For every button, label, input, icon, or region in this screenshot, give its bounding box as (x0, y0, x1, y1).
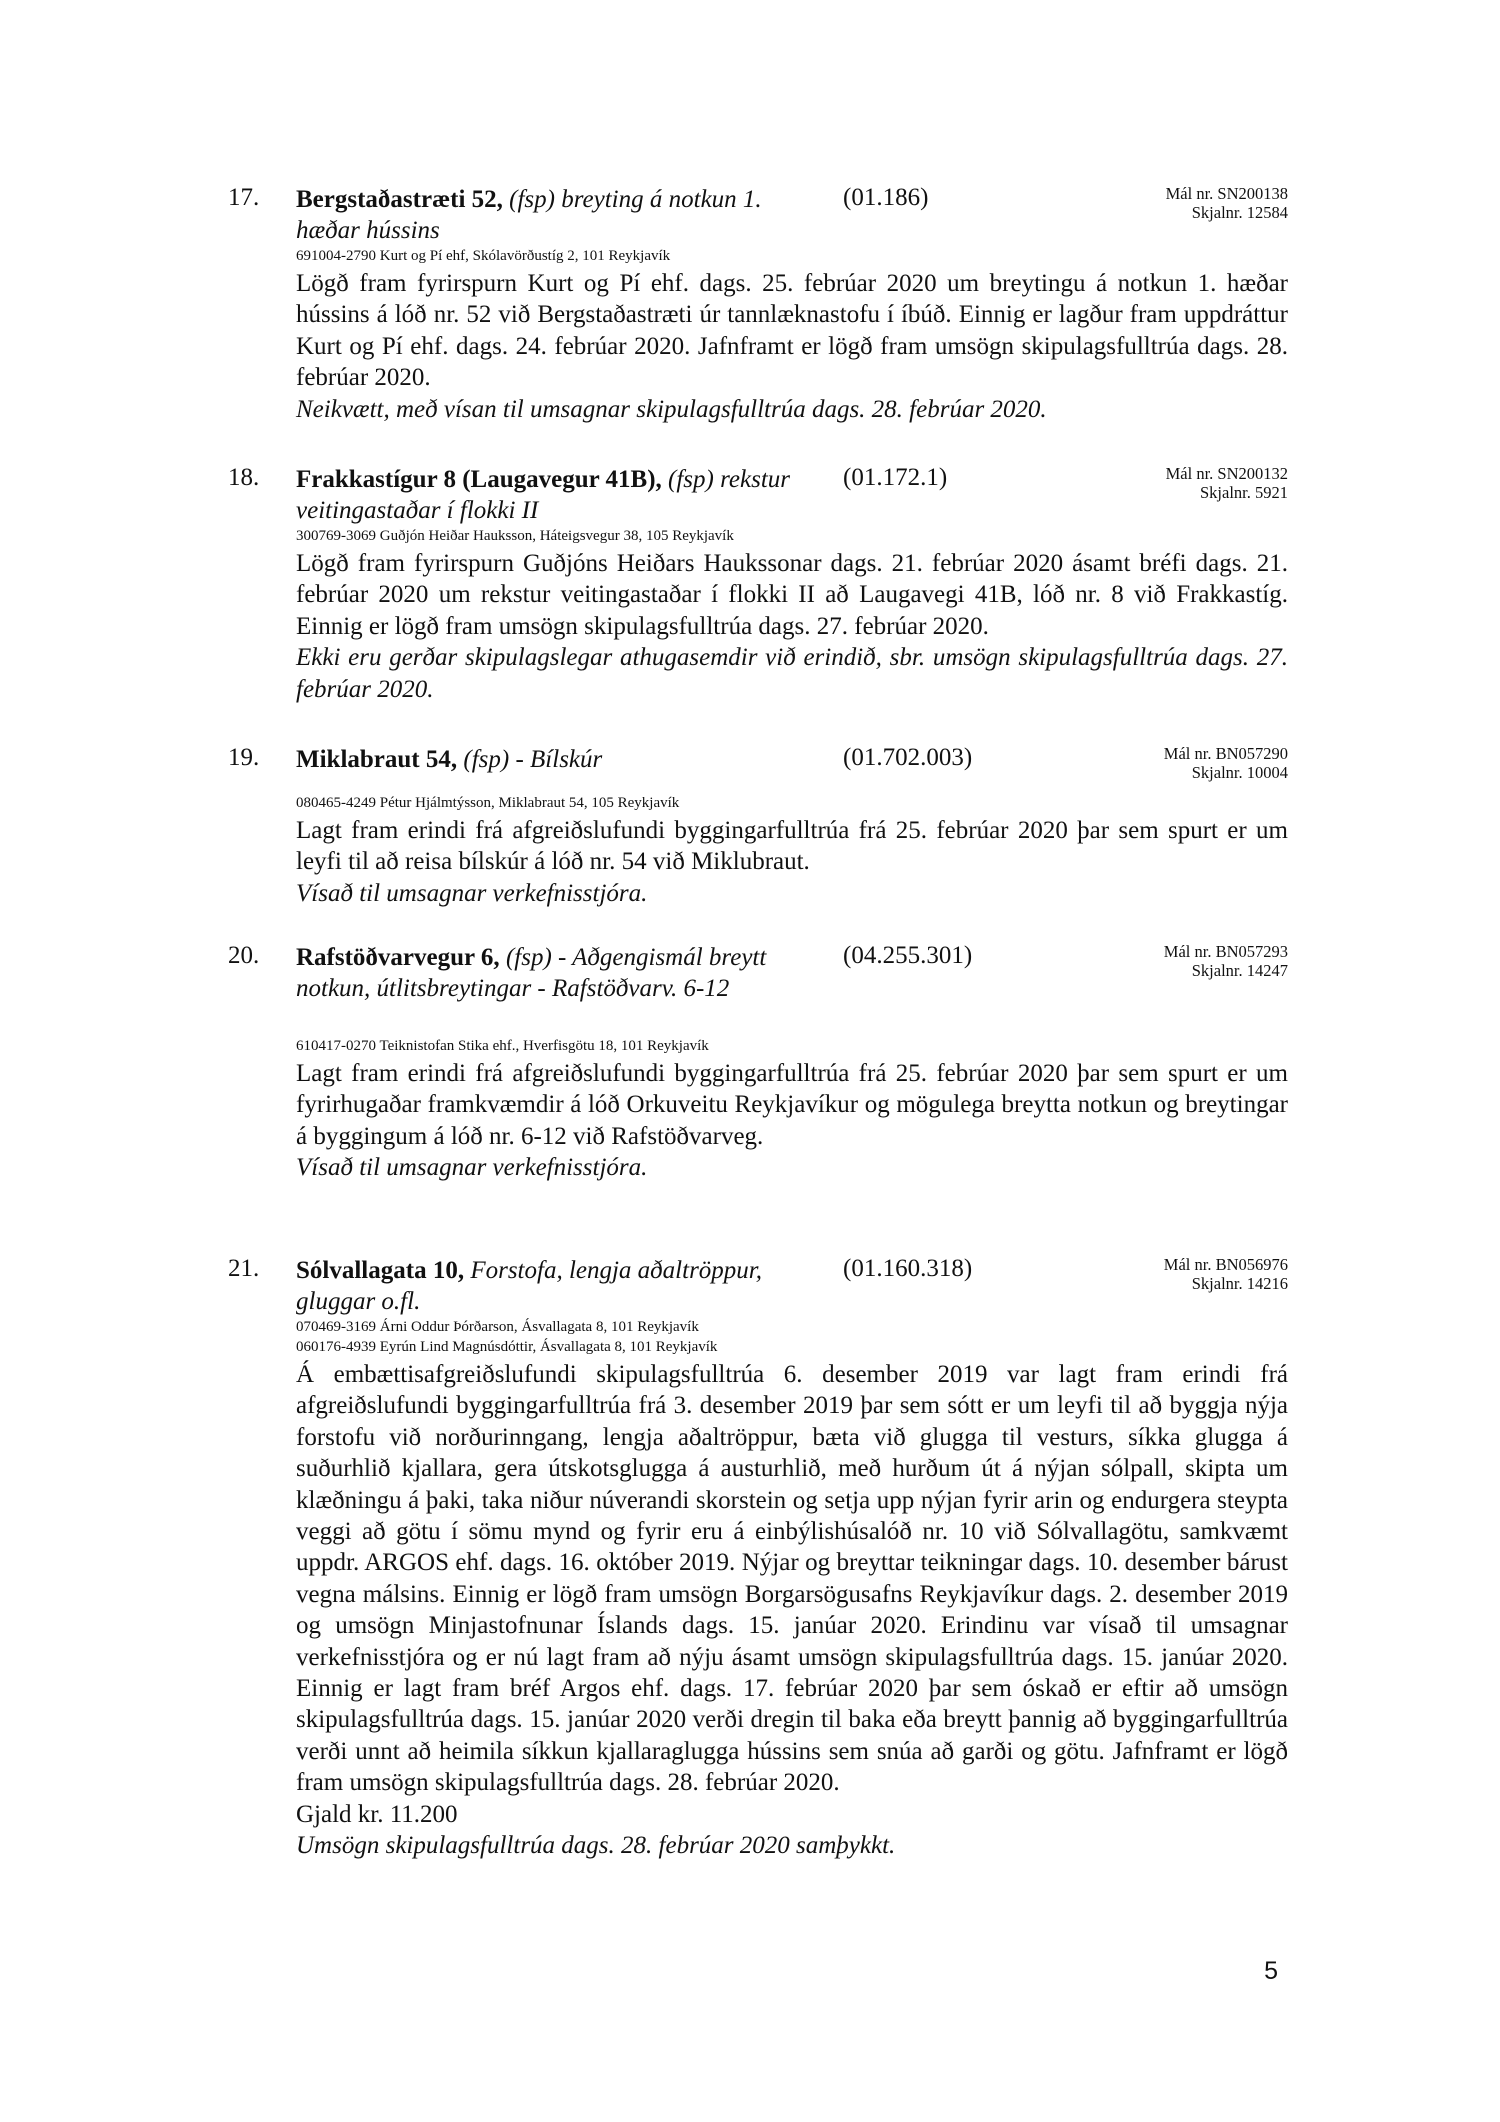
item-text: Lögð fram fyrirspurn Kurt og Pí ehf. dags. 25. febrúar 2020 um breytingu á notkun 1. hæðar hússins á lóð nr. 52 við Bergstaðastræti úr tannlæknastofu í íbúð. Einnig er lagður fram uppdráttur Kurt og Pí ehf. dags. 24. febrúar 2020. Jafnframt er lögð fram umsögn skipulagsfulltrúa dags. 28. febrúar 2020. (296, 270, 1288, 392)
item-subtitle: Forstofa, lengja aðaltröppur, gluggar o.fl. (296, 1257, 763, 1315)
item-text: Lagt fram erindi frá afgreiðslufundi byggingarfulltrúa frá 25. febrúar 2020 þar sem spurt er um leyfi til að reisa bílskúr á lóð nr. 54 við Miklubraut. (296, 817, 1288, 876)
applicant-line: 300769-3069 Guðjón Heiðar Hauksson, Háteigsvegur 38, 105 Reykjavík (296, 528, 734, 544)
item-subtitle: (fsp) - Bílskúr (463, 746, 603, 773)
item-decision: Vísað til umsagnar verkefnisstjóra. (296, 879, 648, 907)
applicant-list (296, 526, 734, 546)
case-reference (1164, 1255, 1288, 1293)
applicant-list (296, 1317, 717, 1357)
file-number: Skjalnr. 12584 (1191, 203, 1288, 222)
item-decision: Vísað til umsagnar verkefnisstjóra. (296, 1154, 648, 1182)
applicant-line: 610417-0270 Teiknistofan Stika ehf., Hverfisgötu 18, 101 Reykjavík (296, 1038, 709, 1054)
file-number: Skjalnr. 5921 (1199, 483, 1288, 502)
plan-code: (01.172.1) (843, 464, 948, 491)
file-number: Skjalnr. 14247 (1191, 961, 1288, 980)
case-reference (1164, 744, 1288, 782)
plan-code: (01.702.003) (843, 744, 973, 771)
item-body (296, 548, 1288, 705)
item-number: 21. (228, 1255, 260, 1282)
item-subtitle: (fsp) breyting á notkun 1. hæðar hússins (296, 186, 762, 244)
case-number: Mál nr. BN057293 (1163, 942, 1288, 961)
item-subtitle: (fsp) - Aðgengismál breytt notkun, útlitsbreytingar - Rafstöðvarv. 6-12 (296, 944, 767, 1002)
case-number: Mál nr. SN200138 (1165, 184, 1288, 203)
case-number: Mál nr. SN200132 (1165, 464, 1288, 483)
applicant-line: 070469-3169 Árni Oddur Þórðarson, Ásvallagata 8, 101 Reykjavík (296, 1319, 699, 1335)
case-reference (1166, 464, 1288, 502)
case-number: Mál nr. BN056976 (1163, 1255, 1288, 1274)
item-number: 19. (228, 744, 260, 771)
file-number: Skjalnr. 14216 (1191, 1274, 1288, 1293)
applicant-line: 080465-4249 Pétur Hjálmtýsson, Miklabraut 54, 105 Reykjavík (296, 795, 680, 811)
item-title (296, 464, 816, 526)
item-number: 20. (228, 942, 260, 969)
item-title (296, 1255, 816, 1317)
applicant-list (296, 793, 679, 813)
applicant-line: 691004-2790 Kurt og Pí ehf, Skólavörðustíg 2, 101 Reykjavík (296, 248, 671, 264)
applicant-list (296, 246, 670, 266)
item-text: Lögð fram fyrirspurn Guðjóns Heiðars Haukssonar dags. 21. febrúar 2020 ásamt bréfi dags. 21. febrúar 2020 um rekstur veitingastaðar í flokki II að Laugavegi 41B, lóð nr. 8 við Frakkastíg. Einnig er lögð fram umsögn skipulagsfulltrúa dags. 27. febrúar 2020. (296, 550, 1288, 640)
item-text: Lagt fram erindi frá afgreiðslufundi byggingarfulltrúa frá 25. febrúar 2020 þar sem spurt er um fyrirhugaðar framkvæmdir á lóð Orkuveitu Reykjavíkur og mögulega breytta notkun og breytingar á byggingum á lóð nr. 6-12 við Rafstöðvarveg. (296, 1060, 1288, 1150)
plan-code: (01.160.318) (843, 1255, 973, 1282)
plan-code: (01.186) (843, 184, 929, 211)
item-decision: Neikvætt, með vísan til umsagnar skipulagsfulltrúa dags. 28. febrúar 2020. (296, 395, 1047, 423)
item-decision: Umsögn skipulagsfulltrúa dags. 28. febrúar 2020 samþykkt. (296, 1832, 896, 1860)
page-number: 5 (1264, 1957, 1278, 1985)
item-text: Á embættisafgreiðslufundi skipulagsfulltrúa 6. desember 2019 var lagt fram erindi frá afgreiðslufundi byggingarfulltrúa frá 3. desember 2019 þar sem sótt er um leyfi til að byggja nýja forstofu við norðurinngang, lengja aðaltröppur, bæta við glugga til vesturs, síkka glugga á suðurhlið kjallara, gera útskotsglugga á austurhlið, með hurðum út á nýjan sólpall, skipta um klæðningu á þaki, taka niður núverandi skorstein og setja upp nýjan fyrir arin og endurgera steypta veggi að götu í sömu mynd og fyrir eru á einbýlishúsalóð nr. 10 við Sólvallagötu, samkvæmt uppdr. ARGOS ehf. dags. 16. október 2019. Nýjar og breyttar teikningar dags. 10. desember bárust vegna málsins. Einnig er lögð fram umsögn Borgarsögusafns Reykjavíkur dags. 2. desember 2019 og umsögn Minjastofnunar Íslands dags. 15. janúar 2020. Erindinu var vísað til umsagnar verkefnisstjóra og er nú lagt fram að nýju ásamt umsögn skipulagsfulltrúa dags. 15. janúar 2020. Einnig er lagt fram bréf Argos ehf. dags. 17. febrúar 2020 þar sem óskað er eftir að umsögn skipulagsfulltrúa dags. 15. janúar 2020 verði dregin til baka eða breytt þannig að byggingarfulltrúa verði unnt að heimila síkkun kjallaraglugga hússins sem snúa að garði og götu. Jafnframt er lögð fram umsögn skipulagsfulltrúa dags. 28. febrúar 2020. (296, 1361, 1288, 1797)
item-number: 17. (228, 184, 260, 211)
case-reference (1166, 184, 1288, 222)
case-reference (1164, 942, 1288, 980)
file-number: Skjalnr. 10004 (1191, 763, 1288, 782)
item-address: Frakkastígur 8 (Laugavegur 41B), (296, 466, 662, 493)
item-body (296, 1058, 1288, 1184)
item-subtitle: (fsp) rekstur veitingastaðar í flokki II (296, 466, 791, 524)
item-body (296, 815, 1288, 909)
item-address: Sólvallagata 10, (296, 1257, 465, 1284)
item-decision: Ekki eru gerðar skipulagslegar athugasemdir við erindið, sbr. umsögn skipulagsfulltrúa dags. 27. febrúar 2020. (296, 644, 1288, 703)
item-fee: Gjald kr. 11.200 (296, 1800, 458, 1828)
item-body (296, 268, 1288, 425)
item-address: Miklabraut 54, (296, 746, 458, 773)
item-address: Bergstaðastræti 52, (296, 186, 503, 213)
case-number: Mál nr. BN057290 (1163, 744, 1288, 763)
plan-code: (04.255.301) (843, 942, 973, 969)
applicant-list (296, 1036, 709, 1056)
item-address: Rafstöðvarvegur 6, (296, 944, 500, 971)
item-title (296, 942, 816, 1004)
item-number: 18. (228, 464, 260, 491)
item-body (296, 1359, 1288, 1862)
item-title (296, 744, 816, 775)
item-title (296, 184, 816, 246)
applicant-line: 060176-4939 Eyrún Lind Magnúsdóttir, Ásvallagata 8, 101 Reykjavík (296, 1339, 718, 1355)
